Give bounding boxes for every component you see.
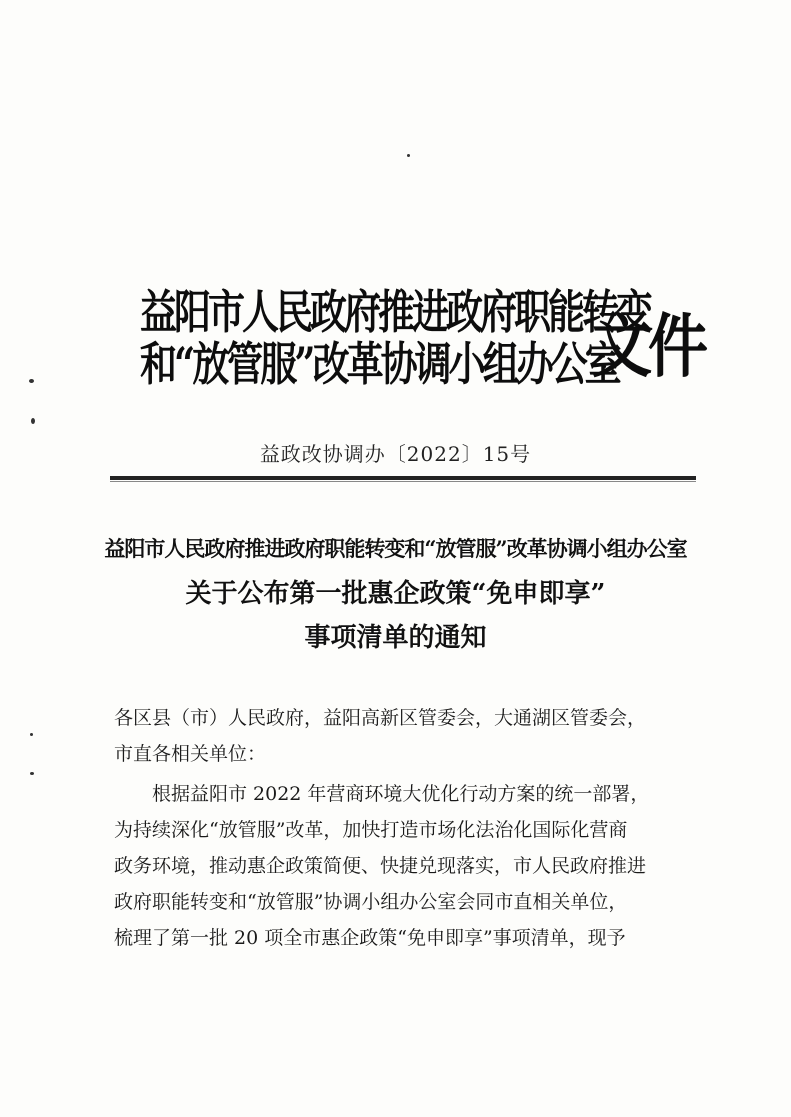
salutation-line-2: 市直各相关单位： bbox=[114, 743, 267, 765]
body-paragraph bbox=[114, 776, 714, 956]
scan-speck bbox=[407, 154, 410, 157]
document-number: 益政改协调办〔2022〕15号 bbox=[259, 442, 532, 466]
paragraph-line: 政府职能转变和“放管服”协调小组办公室会同市直相关单位， bbox=[114, 891, 628, 913]
notice-title-line-1: 益阳市人民政府推进政府职能转变和“放管服”改革协调小组办公室 bbox=[104, 536, 687, 561]
document-type-label: 文件 bbox=[592, 306, 704, 388]
paragraph-line: 根据益阳市 2022 年营商环境大优化行动方案的统一部署， bbox=[152, 783, 650, 805]
paragraph-line: 政务环境，推动惠企政策简便、快捷兑现落实，市人民政府推进 bbox=[114, 855, 647, 877]
scan-speck bbox=[30, 772, 34, 775]
scan-speck bbox=[30, 733, 33, 736]
salutation-line-1: 各区县（市）人民政府，益阳高新区管委会，大通湖区管委会， bbox=[114, 707, 647, 729]
issuer-name-line-2: 和“放管服”改革协调小组办公室 bbox=[140, 336, 619, 391]
scan-speck bbox=[29, 379, 34, 383]
salutation bbox=[114, 700, 714, 772]
scan-speck bbox=[31, 418, 35, 424]
notice-title-line-2: 关于公布第一批惠企政策“免申即享” bbox=[185, 579, 606, 609]
paragraph-line: 为持续深化“放管服”改革，加快打造市场化法治化国际化营商 bbox=[114, 819, 628, 841]
issuer-header bbox=[120, 268, 704, 398]
issuer-name-line-1: 益阳市人民政府推进政府职能转变 bbox=[140, 284, 650, 339]
notice-title-line-3: 事项清单的通知 bbox=[304, 623, 487, 653]
header-divider bbox=[110, 476, 696, 480]
paragraph-line: 梳理了第一批 20 项全市惠企政策“免申即享”事项清单，现予 bbox=[114, 927, 626, 949]
